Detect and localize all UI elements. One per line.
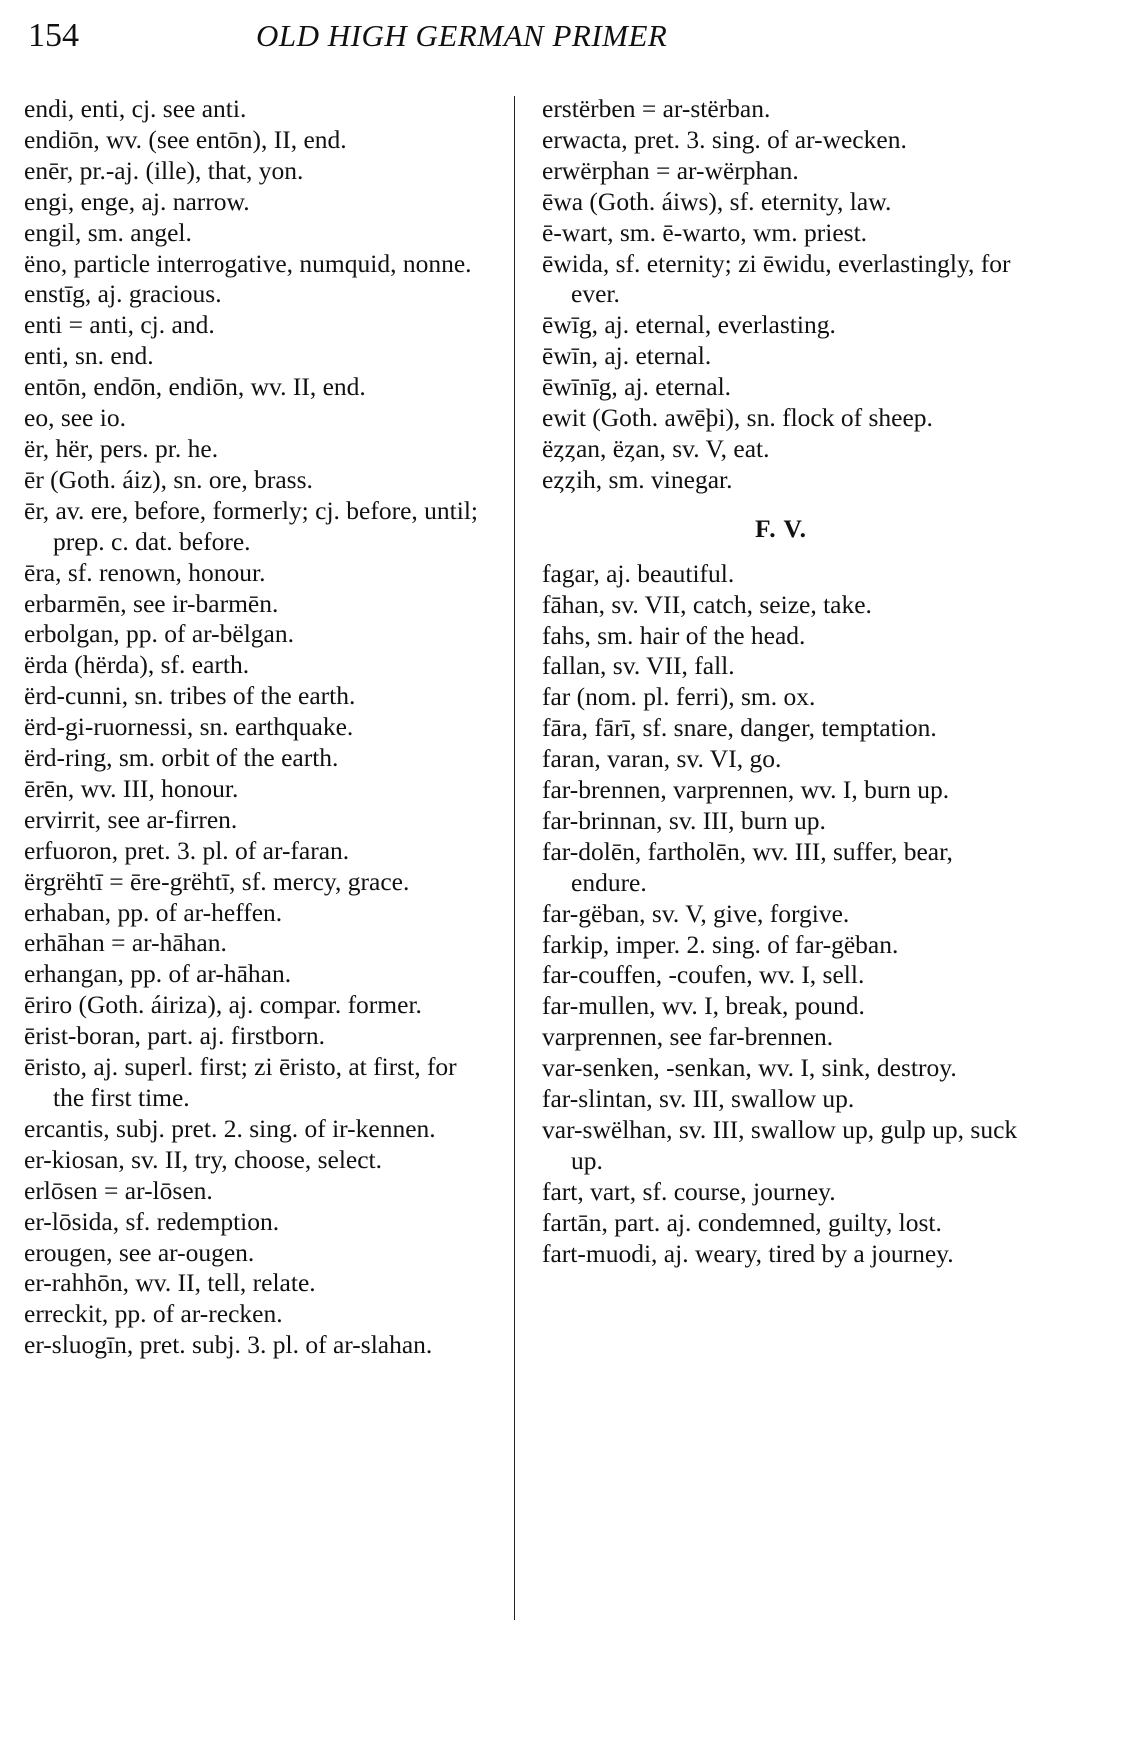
- glossary-entry: ërda (hërda), sf. earth.: [24, 650, 250, 680]
- glossary-entry: er-sluogīn, pret. subj. 3. pl. of ar-slahan.: [24, 1330, 433, 1360]
- glossary-entry: enēr, pr.-aj. (ille), that, yon.: [24, 155, 304, 185]
- glossary-entry: erreckit, pp. of ar-recken.: [24, 1299, 283, 1329]
- left-column: [24, 94, 494, 1361]
- glossary-entry: er-kiosan, sv. II, try, choose, select.: [24, 1144, 383, 1174]
- glossary-entry: erhāhan = ar-hāhan.: [24, 928, 227, 958]
- glossary-entry: far (nom. pl. ferri), sm. ox.: [542, 682, 816, 712]
- glossary-entry: ërd-cunni, sn. tribes of the earth.: [24, 681, 356, 711]
- page-header: [28, 14, 1048, 58]
- page-number: 154: [28, 17, 79, 54]
- glossary-entry: ercantis, subj. pret. 2. sing. of ir-kennen.: [24, 1113, 436, 1143]
- right-column: [542, 94, 1020, 1270]
- glossary-entry: enstīg, aj. gracious.: [24, 279, 222, 309]
- glossary-entry: fartān, part. aj. condemned, guilty, lost.: [542, 1207, 942, 1237]
- glossary-entry: ërd-gi-ruornessi, sn. earthquake.: [24, 712, 354, 742]
- glossary-entry: fallan, sv. VII, fall.: [542, 651, 735, 681]
- glossary-entry: ēr, av. ere, before, formerly; cj. before, until; prep. c. dat. before.: [24, 495, 478, 556]
- glossary-entry: varprennen, see far-brennen.: [542, 1022, 834, 1052]
- glossary-entry: endiōn, wv. (see entōn), II, end.: [24, 124, 347, 154]
- glossary-entry: enti = anti, cj. and.: [24, 310, 215, 340]
- glossary-entry: ēr (Goth. áiz), sn. ore, brass.: [24, 464, 313, 494]
- glossary-entry: var-senken, -senkan, wv. I, sink, destroy.: [542, 1053, 957, 1083]
- glossary-entry: engil, sm. angel.: [24, 217, 192, 247]
- glossary-entry: ēra, sf. renown, honour.: [24, 557, 266, 587]
- glossary-entry: ërgrëhtī = ēre-grëhtī, sf. mercy, grace.: [24, 866, 410, 896]
- glossary-entry: ē-wart, sm. ē-warto, wm. priest.: [542, 217, 868, 247]
- glossary-entry: fart, vart, sf. course, journey.: [542, 1176, 836, 1206]
- glossary-entry: ēwa (Goth. áiws), sf. eternity, law.: [542, 186, 892, 216]
- glossary-entry: far-mullen, wv. I, break, pound.: [542, 991, 865, 1021]
- glossary-entry: erhaban, pp. of ar-heffen.: [24, 897, 283, 927]
- glossary-entry: ëno, particle interrogative, numquid, nonne.: [24, 248, 472, 278]
- glossary-entry: far-slintan, sv. III, swallow up.: [542, 1084, 855, 1114]
- glossary-entry: endi, enti, cj. see anti.: [24, 94, 247, 123]
- glossary-entry: erbolgan, pp. of ar-bëlgan.: [24, 619, 294, 649]
- glossary-entry: far-gëban, sv. V, give, forgive.: [542, 898, 850, 928]
- glossary-entry: ēwīn, aj. eternal.: [542, 341, 712, 371]
- glossary-entry: far-couffen, -coufen, wv. I, sell.: [542, 960, 865, 990]
- glossary-entry: ēwīnīg, aj. eternal.: [542, 372, 732, 402]
- glossary-entry: er-lōsida, sf. redemption.: [24, 1206, 280, 1236]
- glossary-entry: erougen, see ar-ougen.: [24, 1237, 255, 1267]
- glossary-entry: ēristo, aj. superl. first; zi ēristo, at first, for the first time.: [24, 1052, 457, 1112]
- glossary-entry: ëȥȥan, ëȥan, sv. V, eat.: [542, 433, 770, 463]
- glossary-entry: far-brinnan, sv. III, burn up.: [542, 805, 826, 835]
- glossary-entry: eȥȥih, sm. vinegar.: [542, 464, 733, 494]
- glossary-entry: fahs, sm. hair of the head.: [542, 620, 806, 650]
- glossary-entry: ērist-boran, part. aj. firstborn.: [24, 1021, 325, 1051]
- glossary-entry: faran, varan, sv. VI, go.: [542, 744, 782, 774]
- glossary-entry: erhangan, pp. of ar-hāhan.: [24, 959, 292, 989]
- glossary-entry: fagar, aj. beautiful.: [542, 558, 735, 588]
- section-heading: F. V.: [754, 513, 808, 543]
- glossary-entry: entōn, endōn, endiōn, wv. II, end.: [24, 372, 366, 402]
- glossary-entry: ēwida, sf. eternity; zi ēwidu, everlastingly, for ever.: [542, 248, 1011, 309]
- glossary-entry: var-swëlhan, sv. III, swallow up, gulp up, suck up.: [542, 1115, 1018, 1175]
- glossary-entry: ër, hër, pers. pr. he.: [24, 433, 219, 463]
- glossary-entry: engi, enge, aj. narrow.: [24, 186, 250, 216]
- glossary-entry: ēriro (Goth. áiriza), aj. compar. former.: [24, 990, 422, 1020]
- glossary-entry: erfuoron, pret. 3. pl. of ar-faran.: [24, 835, 350, 865]
- glossary-entry: ewit (Goth. awēþi), sn. flock of sheep.: [542, 403, 933, 433]
- glossary-entry: far-dolēn, fartholēn, wv. III, suffer, bear, endure.: [542, 836, 953, 897]
- running-title: OLD HIGH GERMAN PRIMER: [256, 18, 668, 53]
- glossary-entry: farkip, imper. 2. sing. of far-gëban.: [542, 929, 899, 959]
- glossary-entry: far-brennen, varprennen, wv. I, burn up.: [542, 775, 950, 805]
- right-column-entries-e: [542, 94, 1020, 496]
- right-column-entries-f: [542, 559, 1020, 1270]
- glossary-entry: erlōsen = ar-lōsen.: [24, 1175, 213, 1205]
- glossary-entry: enti, sn. end.: [24, 341, 154, 371]
- glossary-entry: er-rahhōn, wv. II, tell, relate.: [24, 1268, 316, 1298]
- glossary-entry: fāhan, sv. VII, catch, seize, take.: [542, 589, 872, 619]
- glossary-entry: ërd-ring, sm. orbit of the earth.: [24, 743, 339, 773]
- glossary-entry: ēwīg, aj. eternal, everlasting.: [542, 310, 836, 340]
- glossary-entry: erwacta, pret. 3. sing. of ar-wecken.: [542, 124, 907, 154]
- glossary-entry: fāra, fārī, sf. snare, danger, temptation.: [542, 713, 937, 743]
- glossary-entry: erstërben = ar-stërban.: [542, 94, 771, 123]
- glossary-entry: ervirrit, see ar-firren.: [24, 804, 238, 834]
- glossary-entry: erbarmēn, see ir-barmēn.: [24, 588, 279, 618]
- column-divider: [514, 96, 515, 1620]
- glossary-entry: eo, see io.: [24, 403, 126, 433]
- glossary-entry: ērēn, wv. III, honour.: [24, 773, 239, 803]
- glossary-entry: fart-muodi, aj. weary, tired by a journey.: [542, 1238, 954, 1268]
- glossary-entry: erwërphan = ar-wërphan.: [542, 155, 799, 185]
